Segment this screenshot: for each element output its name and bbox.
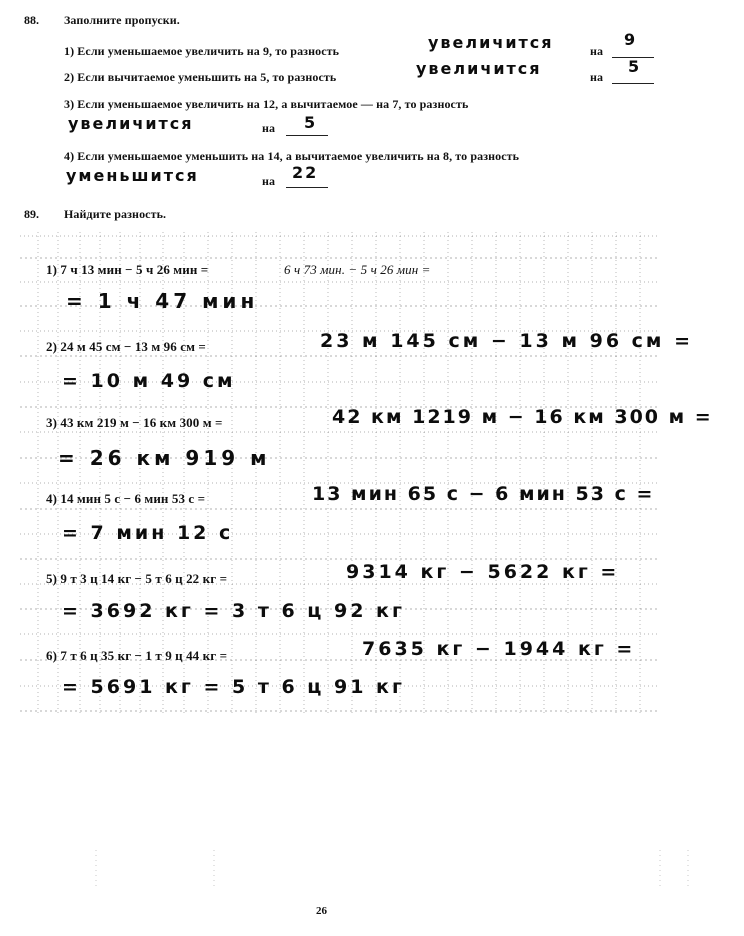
task-89-item-3-written: 42 км 1219 м − 16 км 300 м =: [332, 406, 713, 428]
task-89-item-3-printed: 3) 43 км 219 м − 16 км 300 м =: [46, 415, 223, 430]
page-number: 26: [316, 905, 327, 917]
task-88-item-1-word: на: [590, 44, 604, 58]
task-89-item-2-printed: 2) 24 м 45 см − 13 м 96 см =: [46, 339, 206, 354]
task-88-item-2-answer: увеличится: [416, 59, 542, 78]
task-88-item-1-answer: увеличится: [428, 33, 554, 52]
task-89-number: 89.: [24, 207, 39, 221]
task-89-item-6-printed: 6) 7 т 6 ц 35 кг − 1 т 9 ц 44 кг =: [46, 648, 228, 663]
task-89-item-6-result: = 5691 кг = 5 т 6 ц 91 кг: [62, 676, 405, 698]
task-89-item-6-written: 7635 кг − 1944 кг =: [362, 638, 636, 660]
task-89-item-5-written: 9314 кг − 5622 кг =: [346, 561, 620, 583]
blank-line: [612, 83, 654, 84]
task-88-item-1-value: 9: [624, 30, 638, 49]
task-88-item-4-word: на: [262, 174, 276, 188]
blank-line: [286, 135, 328, 136]
task-88-title: Заполните пропуски.: [64, 13, 180, 27]
task-89-item-4-result: = 7 мин 12 с: [62, 522, 234, 544]
task-89-item-1-written: 6 ч 73 мин. − 5 ч 26 мин =: [284, 262, 431, 277]
task-89-item-5-result: = 3692 кг = 3 т 6 ц 92 кг: [62, 600, 405, 622]
task-88-item-4-value: 22: [292, 163, 319, 182]
task-88-item-2-word: на: [590, 70, 604, 84]
task-88-item-2-value: 5: [628, 57, 642, 76]
task-88-item-3-answer: увеличится: [68, 114, 194, 133]
task-89-item-4-printed: 4) 14 мин 5 с − 6 мин 53 с =: [46, 491, 206, 506]
task-88-item-2-text: 2) Если вычитаемое уменьшить на 5, то разность: [64, 70, 337, 84]
task-89-item-1-result: = 1 ч 47 мин: [66, 289, 259, 313]
task-89-item-2-written: 23 м 145 см − 13 м 96 см =: [320, 330, 694, 352]
task-88-item-3-value: 5: [304, 113, 318, 132]
task-88-item-3-word: на: [262, 121, 276, 135]
task-88-number: 88.: [24, 13, 39, 27]
blank-line: [286, 187, 328, 188]
task-89-item-3-result: = 26 км 919 м: [58, 446, 271, 470]
task-89-item-5-printed: 5) 9 т 3 ц 14 кг − 5 т 6 ц 22 кг =: [46, 571, 228, 586]
task-89-item-1-printed: 1) 7 ч 13 мин − 5 ч 26 мин =: [46, 262, 209, 277]
task-88-item-1-text: 1) Если уменьшаемое увеличить на 9, то разность: [64, 44, 340, 58]
task-89-title: Найдите разность.: [64, 207, 167, 221]
task-88-item-3-text: 3) Если уменьшаемое увеличить на 12, а вычитаемое — на 7, то разность: [64, 97, 469, 111]
task-89-item-2-result: = 10 м 49 см: [62, 370, 236, 392]
task-88-item-4-answer: уменьшится: [66, 166, 199, 185]
task-88-item-4-text: 4) Если уменьшаемое уменьшить на 14, а вычитаемое увеличить на 8, то разность: [64, 149, 520, 163]
task-89-item-4-written: 13 мин 65 с − 6 мин 53 с =: [312, 483, 655, 505]
